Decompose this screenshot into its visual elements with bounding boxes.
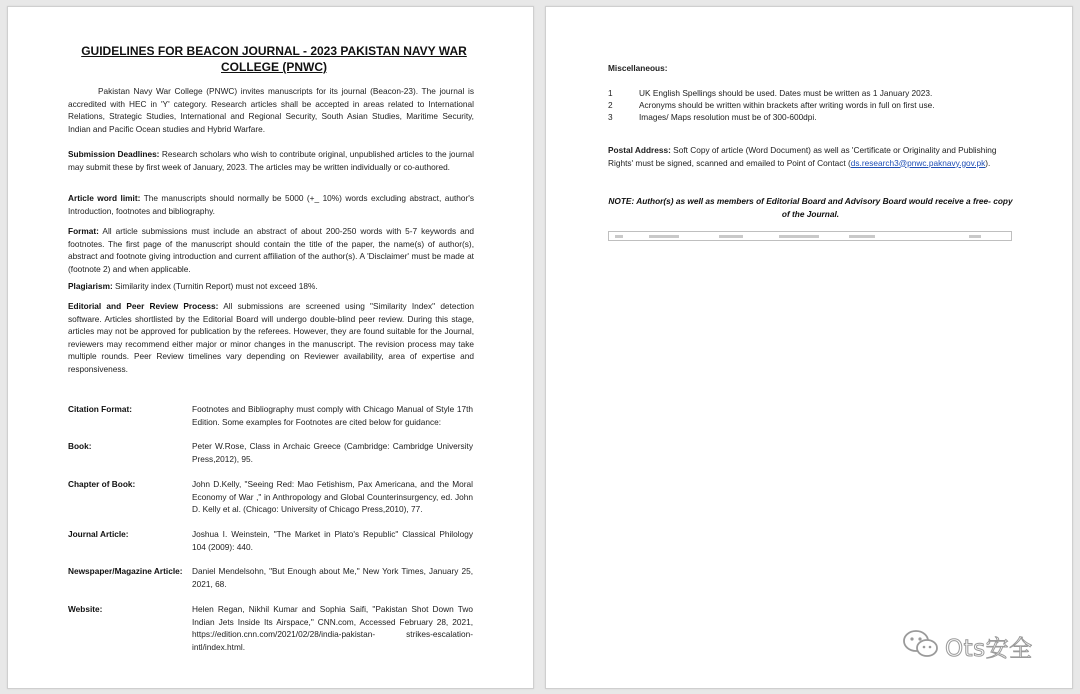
section-text: The manuscripts should normally be 5000 (+_ 10%) words excluding abstract, author's Introduction, footnotes and bibliography. — [68, 193, 475, 216]
miscellaneous-heading: Miscellaneous: — [608, 63, 668, 73]
section-text: Research scholars who wish to contribute original, unpublished articles to the journal may submit these by first week of January, 2023. The articles may be written individually or co-authored. — [68, 149, 474, 172]
list-text: Images/ Maps resolution must be of 300-600dpi. — [639, 112, 817, 122]
section-label: Editorial and Peer Review Process: — [68, 301, 219, 311]
plagiarism-paragraph — [68, 280, 474, 293]
watermark-text: Ots安全 — [945, 635, 1033, 662]
intro-paragraph: Pakistan Navy War College (PNWC) invites manuscripts for its journal (Beacon-23). The journal is accredited with HEC in 'Y' category. Research articles shall be accepted in areas related to International Relations, Strategic Studies, International and Regional Security, South Asian Studies, Maritime Security, Indian and Pacific Ocean studies and Hybrid Warfare. — [68, 86, 474, 134]
citation-label: Journal Article: — [68, 529, 129, 539]
citation-label: Chapter of Book: — [68, 479, 136, 489]
list-number: 2 — [608, 100, 613, 110]
section-label: Plagiarism: — [68, 281, 113, 291]
section-text: All submissions are screened using "Similarity Index" detection software. Articles shortlisted by the Editorial Board will undergo double-blind peer review. During this stage, articles may not be approved for publication by the referees. However, they are found suitable for the Journal, reviewers may recommend either major or minor changes in the manuscript. The revision process may take multiple rounds. Peer Review timelines vary depending on Reviewer availability, area of expertise and responsiveness. — [68, 301, 474, 374]
document-page-left — [7, 6, 534, 689]
document-page-right — [545, 6, 1073, 689]
citation-text: Daniel Mendelsohn, "But Enough about Me," New York Times, January 25, 2021, 68. — [192, 566, 473, 589]
citation-label: Citation Format: — [68, 404, 133, 414]
postal-label: Postal Address: — [608, 145, 671, 155]
watermark — [901, 628, 1071, 664]
postal-text: Soft Copy of article (Word Document) as well as 'Certificate or Originality and Publishing Rights' must be signed, scanned and emailed to Point of Contact ( — [608, 145, 997, 168]
wechat-icon — [901, 628, 941, 665]
format-paragraph — [68, 225, 474, 275]
list-number: 3 — [608, 112, 613, 122]
submission-deadlines-paragraph — [68, 148, 474, 173]
table-edge — [608, 231, 1012, 241]
section-label: Article word limit: — [68, 193, 141, 203]
section-text: Similarity index (Turnitin Report) must not exceed 18%. — [115, 281, 318, 291]
list-text: Acronyms should be written within brackets after writing words in full on first use. — [639, 100, 935, 110]
postal-address-paragraph — [608, 144, 1013, 169]
section-label: Format: — [68, 226, 99, 236]
citation-label: Website: — [68, 604, 103, 614]
citation-text: Joshua I. Weinstein, "The Market in Plato's Republic" Classical Philology 104 (2009): 440. — [192, 529, 473, 552]
section-text: All article submissions must include an abstract of about 200-250 words with 5-7 keywords and footnotes. The first page of the manuscript should contain the title of the paper, the name(s) of author(s), abstract and footnote giving introduction and current affiliation of the author(s). A 'Disclaimer' must be made at (footnote 2) and when applicable. — [68, 226, 474, 274]
list-number: 1 — [608, 88, 613, 98]
citation-text: Footnotes and Bibliography must comply with Chicago Manual of Style 17th Edition. Some examples for Footnotes are cited below for guidance: — [192, 404, 473, 427]
section-label: Submission Deadlines: — [68, 149, 160, 159]
citation-text: John D.Kelly, "Seeing Red: Mao Fetishism, Pax Americana, and the Moral Economy of War ," in Anthropology and Global Counterinsurgency, ed. John D. Kelly et al. (Chicago: University of Chicago Press,2010), 77. — [192, 479, 473, 514]
peer-review-paragraph — [68, 300, 474, 375]
contact-email-link[interactable]: ds.research3@pnwc.paknavy.gov.pk — [850, 157, 986, 168]
citation-label: Book: — [68, 441, 92, 451]
citation-label: Newspaper/Magazine Article: — [68, 566, 183, 576]
article-word-limit-paragraph — [68, 192, 474, 217]
list-text: UK English Spellings should be used. Dates must be written as 1 January 2023. — [639, 88, 933, 98]
citation-text: Helen Regan, Nikhil Kumar and Sophia Saifi, "Pakistan Shot Down Two Indian Jets Inside Its Airspace," CNN.com, Accessed February 28, 2021, https://edition.cnn.com/2021/02/28/india-pakistan- strikes-escalation-intl/index.html. — [192, 604, 473, 652]
document-title: GUIDELINES FOR BEACON JOURNAL - 2023 PAKISTAN NAVY WAR COLLEGE (PNWC) — [81, 44, 467, 74]
editorial-note: NOTE: Author(s) as well as members of Editorial Board and Advisory Board would receive a free- copy of the Journal. — [608, 196, 1013, 219]
citation-text: Peter W.Rose, Class in Archaic Greece (Cambridge: Cambridge University Press,2012), 95. — [192, 441, 473, 464]
postal-end: ). — [985, 157, 991, 168]
